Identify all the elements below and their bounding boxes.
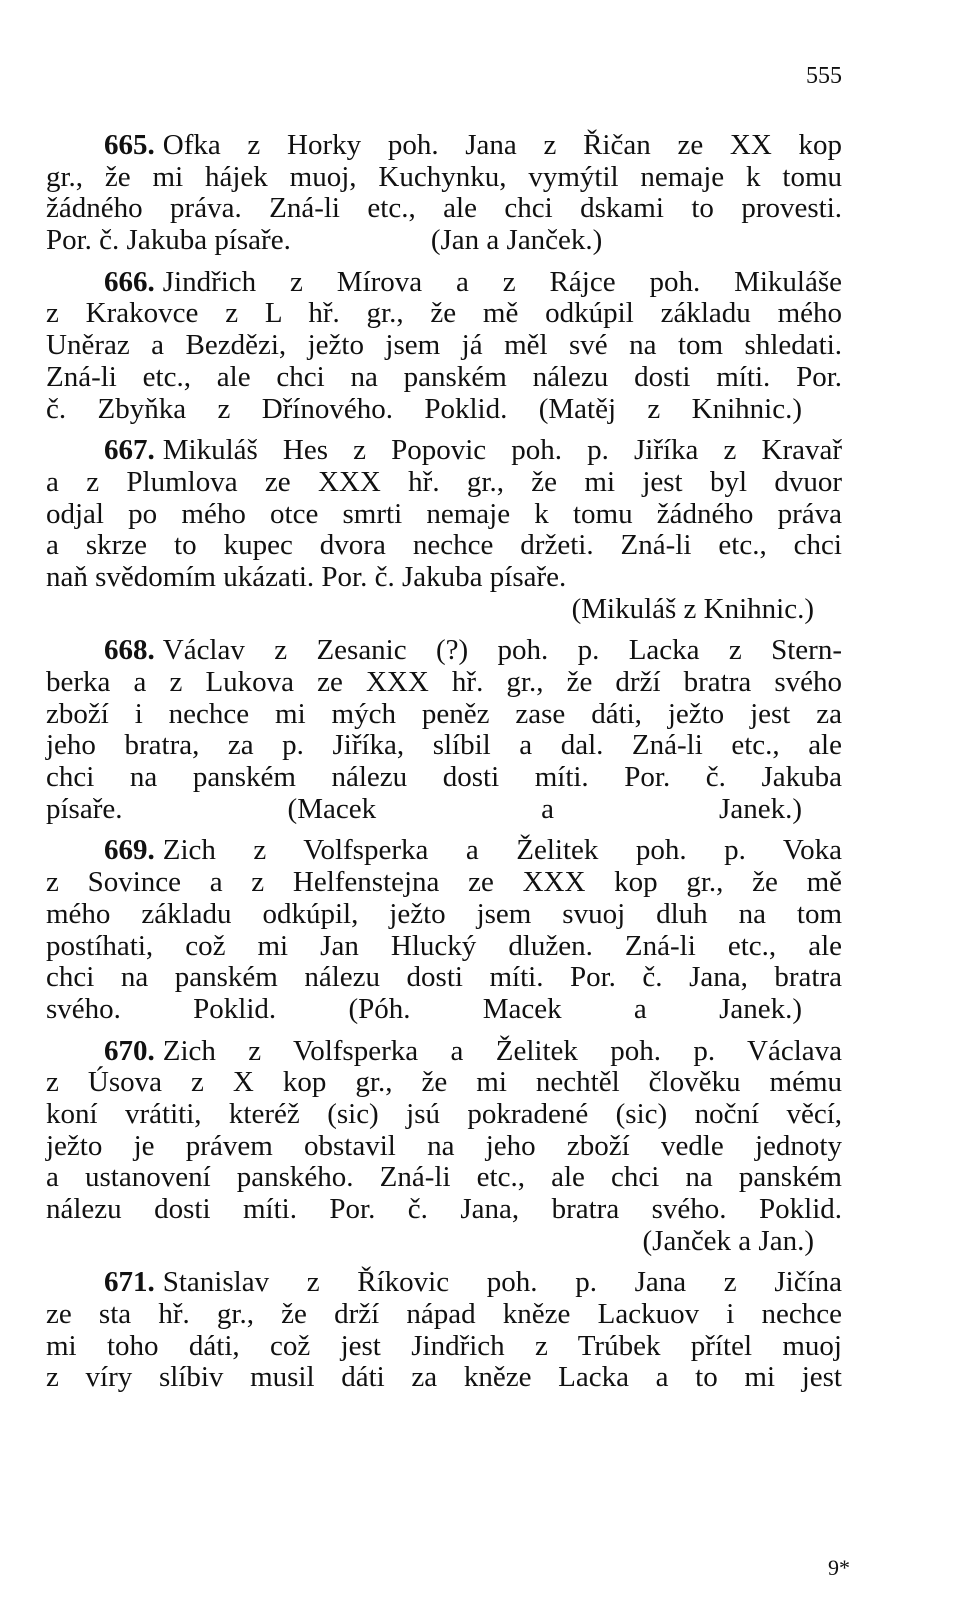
entry-text-line: Ofka z Horky poh. Jana z Řičan ze XX kop: [162, 129, 842, 161]
witnesses: (Janček a Jan.): [642, 1224, 814, 1257]
entry-number: 665.: [104, 129, 155, 161]
entry-text-line: z Úsova z X kop gr., že mi nechtěl člověku mému: [46, 1066, 842, 1099]
entry-665: [46, 130, 842, 257]
entry-text-line: Zich z Volfsperka a Želitek poh. p. Václava: [162, 1034, 842, 1067]
entry-text-line: Uněraz a Bezdězi, ježto jsem já měl své na tom shledati.: [46, 329, 842, 362]
entry-number: 671.: [104, 1266, 155, 1299]
entry-number: 667.: [104, 434, 155, 467]
entry-text-line: č. Zbyňka z Dřínového. Poklid.: [46, 392, 508, 425]
entry-671: [46, 1267, 842, 1394]
entry-text-line: svého. Poklid.: [46, 992, 277, 1025]
entry-text-line: ze sta hř. gr., že drží nápad kněze Lackuov i nechce: [46, 1298, 842, 1331]
entry-668: [46, 635, 842, 825]
entry-text-line: Zná-li etc., ale chci na panském nálezu dosti míti. Por.: [46, 360, 842, 393]
entry-text-line: koní vrátiti, kteréž (sic) jsú pokradené (sic) noční věcí,: [46, 1097, 842, 1130]
entry-text-line: a skrze to kupec dvora nechce držeti. Zná-li etc., chci: [46, 529, 842, 562]
entry-text-line: a ustanovení panského. Zná-li etc., ale chci na panském: [46, 1161, 842, 1194]
entry-text-line: postíhati, což mi Jan Hlucký dlužen. Zná-li etc., ale: [46, 929, 842, 962]
entry-text-line: mi toho dáti, což jest Jindřich z Trúbek přítel muoj: [46, 1329, 842, 1362]
entry-number: 668.: [104, 634, 155, 667]
entry-667: [46, 435, 842, 625]
entry-text-line: odjal po mého otce smrti nemaje k tomu žádného práva: [46, 497, 842, 530]
entry-text-line: Jindřich z Mírova a z Rájce poh. Mikuláše: [162, 265, 842, 298]
entry-text-line: nálezu dosti míti. Por. č. Jana, bratra svého. Poklid.: [46, 1193, 842, 1225]
entry-text-line: Stanislav z Říkovic poh. p. Jana z Jičína: [162, 1266, 842, 1299]
entry-text-line: berka a z Lukova ze XXX hř. gr., že drží bratra svého: [46, 666, 842, 698]
entry-number: 669.: [104, 834, 155, 867]
entry-666: [46, 267, 842, 425]
entry-669: [46, 835, 842, 1025]
entry-text-line: z Sovince a z Helfenstejna ze XXX kop gr., že mě: [46, 866, 842, 899]
entry-number: 666.: [104, 265, 155, 298]
entry-text-line: z Krakovce z L hř. gr., že mě odkúpil základu mého: [46, 297, 842, 330]
entry-text-line: chci na panském nálezu dosti míti. Por. č. Jana, bratra: [46, 961, 842, 994]
entry-number: 670.: [104, 1034, 155, 1067]
entry-text-line: mého základu odkúpil, ježto jsem svuoj dluh na tom: [46, 897, 842, 930]
witnesses: (Mikuláš z Knihnic.): [571, 592, 814, 625]
entry-text-line: Por. č. Jakuba písaře.: [46, 224, 291, 257]
entry-text-line: naň svědomím ukázati. Por. č. Jakuba písaře.: [46, 560, 567, 593]
entry-text-line: žádného práva. Zná-li etc., ale chci dskami to provesti.: [46, 192, 842, 225]
witnesses: (Matěj z Knihnic.): [538, 392, 802, 425]
entry-text-line: zboží i nechce mi mých peněz zase dáti, ježto jest za: [46, 697, 842, 730]
witnesses: (Póh. Macek a Janek.): [348, 992, 803, 1025]
entry-text-line: z víry slíbiv musil dáti za kněze Lacka a to mi jest: [46, 1361, 842, 1394]
witnesses: (Macek a Janek.): [287, 792, 802, 825]
entry-text-line: Mikuláš Hes z Popovic poh. p. Jiříka z Kravař: [162, 434, 842, 467]
signature-mark: 9*: [828, 1555, 850, 1580]
entry-text-line: Zich z Volfsperka a Želitek poh. p. Voka: [162, 834, 842, 867]
page-number: 555: [806, 63, 842, 89]
entry-text-line: jeho bratra, za p. Jiříka, slíbil a dal. Zná-li etc., ale: [46, 729, 842, 762]
entry-text-line: gr., že mi hájek muoj, Kuchynku, vymýtil nemaje k tomu: [46, 160, 842, 193]
entry-text-line: chci na panském nálezu dosti míti. Por. č. Jakuba: [46, 761, 842, 794]
entry-text-line: ježto je právem obstavil na jeho zboží vedle jednoty: [46, 1129, 842, 1162]
entries-list: [46, 130, 842, 1404]
entry-text-line: Václav z Zesanic (?) poh. p. Lacka z Stern-: [162, 634, 842, 667]
witnesses: (Jan a Janček.): [430, 224, 603, 257]
entry-text-line: písaře.: [46, 792, 123, 825]
entry-670: [46, 1036, 842, 1258]
entry-text-line: a z Plumlova ze XXX hř. gr., že mi jest byl dvuor: [46, 465, 842, 498]
